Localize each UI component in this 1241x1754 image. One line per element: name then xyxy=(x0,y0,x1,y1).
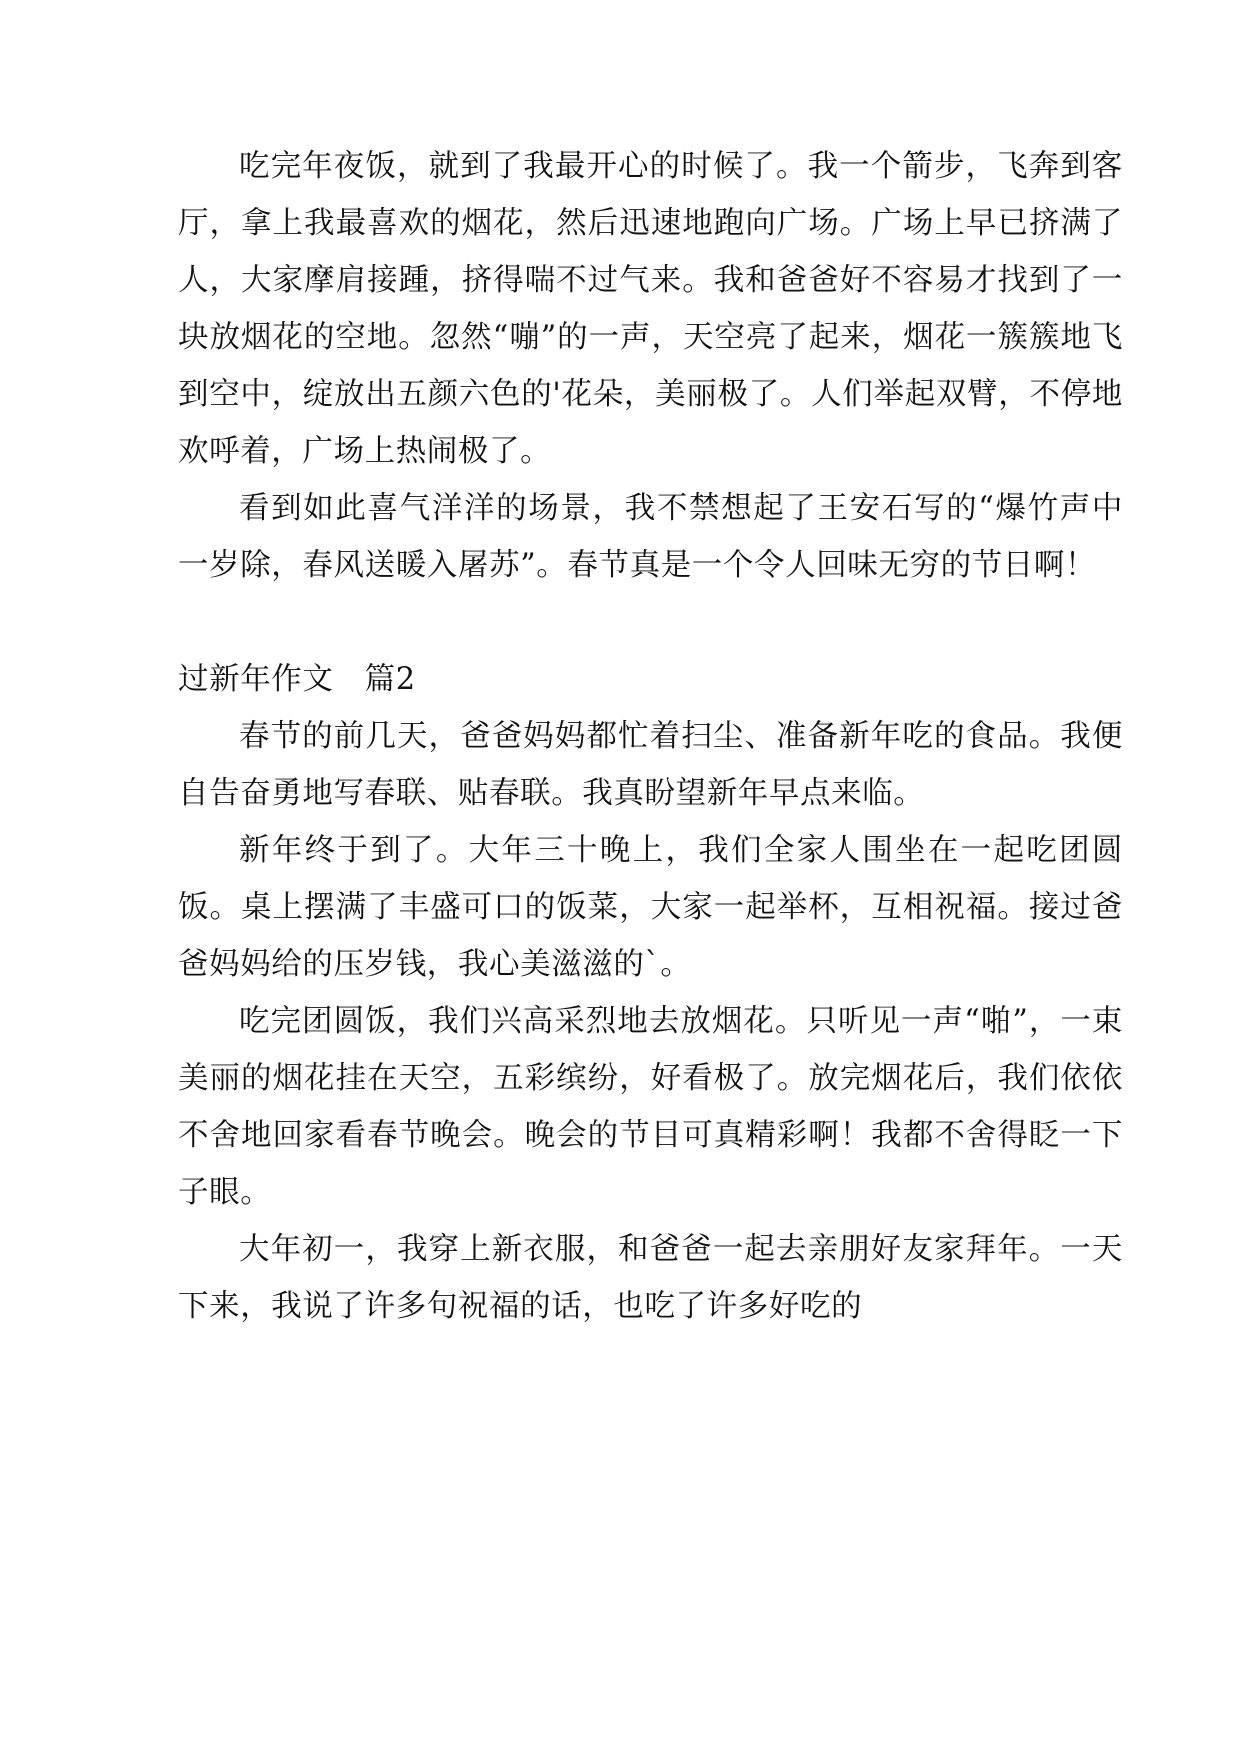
paragraph-5: 吃完团圆饭，我们兴高采烈地去放烟花。只听见一声“啪”，一束美丽的烟花挂在天空，五彩缤纷，好看极了。放完烟花后，我们依依不舍地回家看春节晚会。晚会的节目可真精彩啊！我都不舍得眨一下子眼。 xyxy=(178,1004,1123,1210)
paragraph-6: 大年初一，我穿上新衣服，和爸爸一起去亲朋好友家拜年。一天下来，我说了许多句祝福的话，也吃了许多好吃的 xyxy=(178,1232,1123,1324)
section-heading: 过新年作文 篇2 xyxy=(178,662,416,697)
paragraph-3: 春节的前几天，爸爸妈妈都忙着扫尘、准备新年吃的食品。我便自告奋勇地写春联、贴春联。我真盼望新年早点来临。 xyxy=(178,719,1123,811)
section-spacer xyxy=(178,594,1123,651)
paragraph-1: 吃完年夜饭，就到了我最开心的时候了。我一个箭步，飞奔到客厅，拿上我最喜欢的烟花，然后迅速地跑向广场。广场上早已挤满了人，大家摩肩接踵，挤得喘不过气来。我和爸爸好不容易才找到了一块放烟花的空地。忽然“嘣”的一声，天空亮了起来，烟花一簇簇地飞到空中，绽放出五颜六色的'花朵，美丽极了。人们举起双臂，不停地欢呼着，广场上热闹极了。 xyxy=(178,149,1123,469)
paragraph-4: 新年终于到了。大年三十晚上，我们全家人围坐在一起吃团圆饭。桌上摆满了丰盛可口的饭菜，大家一起举杯，互相祝福。接过爸爸妈妈给的压岁钱，我心美滋滋的`。 xyxy=(178,833,1123,982)
paragraph-2: 看到如此喜气洋洋的场景，我不禁想起了王安石写的“爆竹声中一岁除，春风送暖入屠苏”。春节真是一个令人回味无穷的节日啊！ xyxy=(178,491,1123,583)
document-body xyxy=(178,138,1123,1335)
